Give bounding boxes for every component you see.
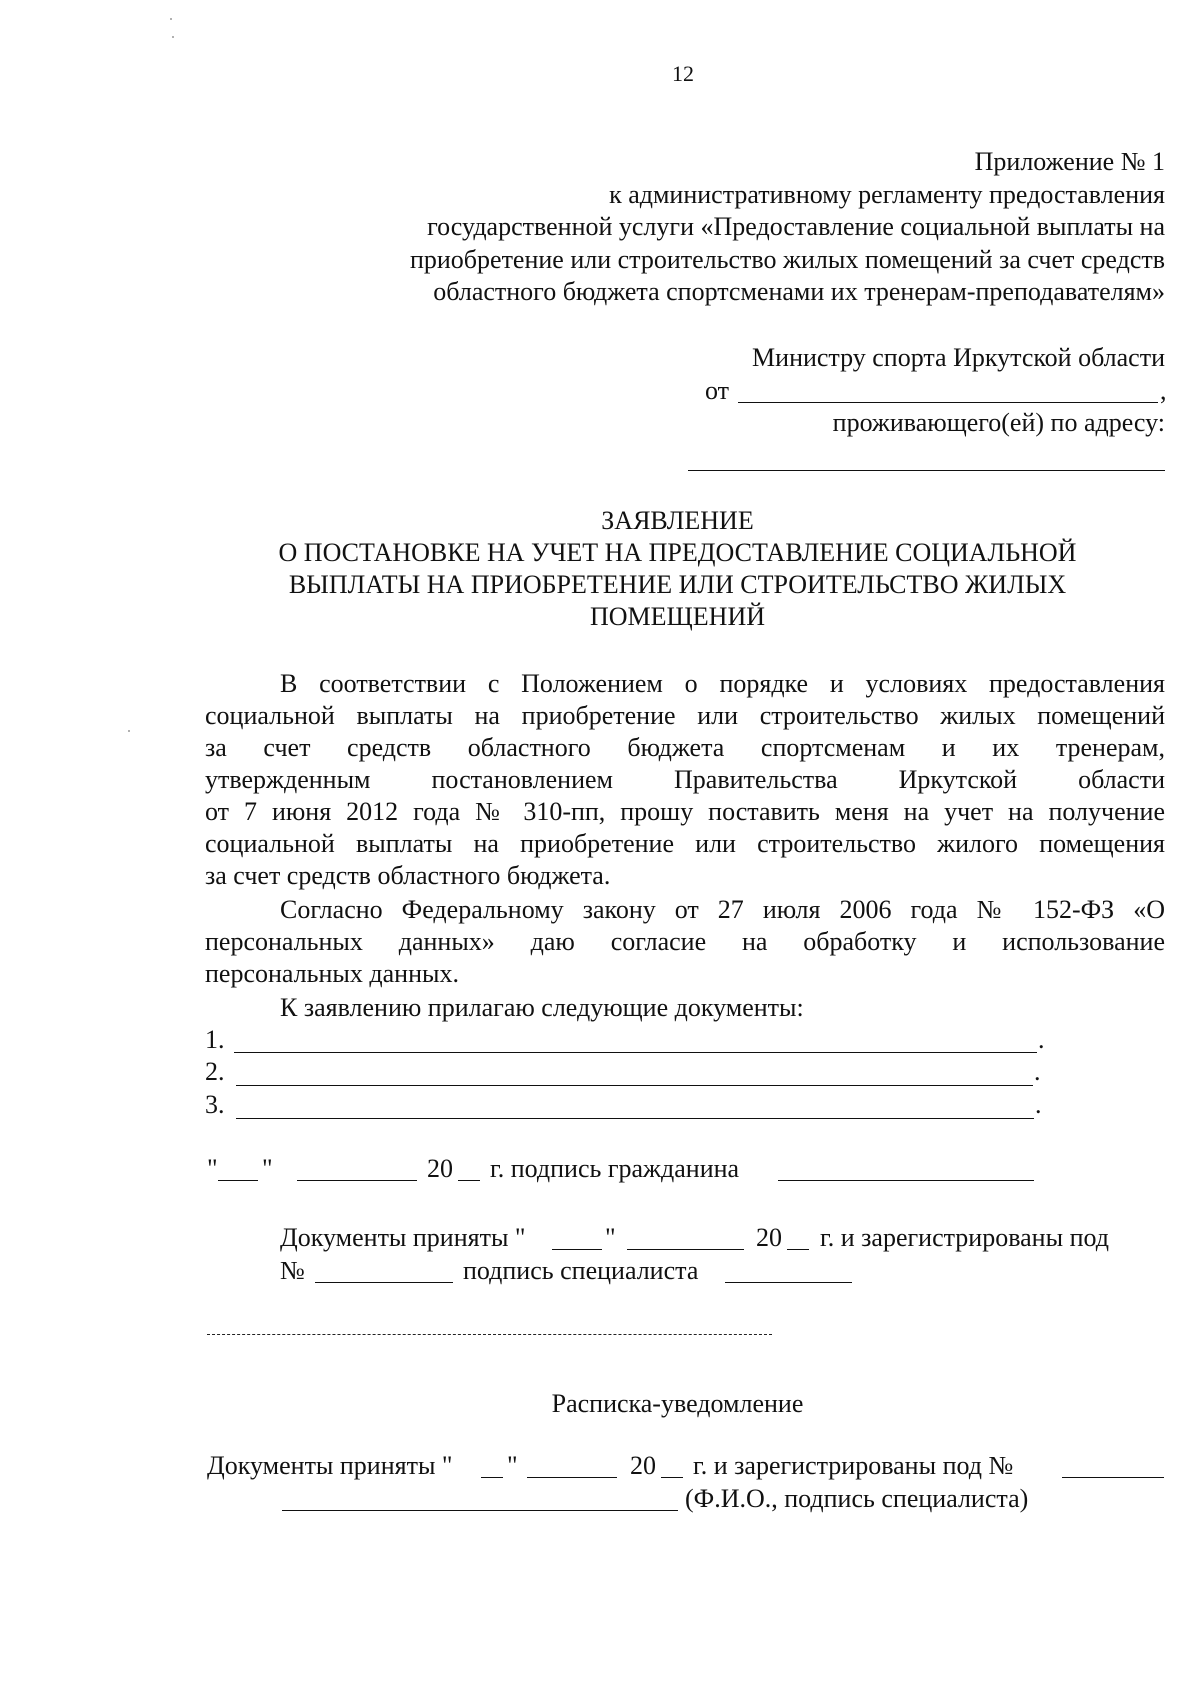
cut-line (207, 1334, 772, 1335)
receipt-month-line[interactable] (527, 1477, 617, 1478)
attachment-number: 2. (205, 1057, 225, 1086)
paragraph-line: утвержденным постановлением Правительства Иркутской области (205, 765, 1165, 794)
receipt-suffix: г. и зарегистрированы под № (693, 1451, 1014, 1480)
receipt-number-line[interactable] (1062, 1477, 1164, 1478)
appendix-line: приобретение или строительство жилых помещений за счет средств (409, 245, 1165, 274)
accepted-year-line[interactable] (787, 1249, 809, 1250)
receipt-year-line[interactable] (661, 1477, 683, 1478)
citizen-signature-line[interactable] (778, 1180, 1034, 1181)
year-line[interactable] (458, 1180, 480, 1181)
attachment-number: 1. (205, 1025, 225, 1054)
heading-line: ПОМЕЩЕНИЙ (590, 602, 765, 631)
appendix-line: к административному регламенту предоставления (609, 180, 1165, 209)
from-comma: , (1160, 376, 1167, 405)
citizen-signature-label: г. подпись гражданина (490, 1154, 740, 1183)
attachment-line[interactable] (234, 1052, 1037, 1053)
addressee-to: Министру спорта Иркутской области (752, 343, 1165, 372)
day-quote-open: " (207, 1154, 218, 1183)
appendix-title: Приложение № 1 (974, 147, 1165, 176)
attachment-period: . (1034, 1057, 1041, 1086)
from-label: от (705, 376, 730, 405)
receipt-prefix: Документы приняты " (207, 1451, 453, 1480)
receipt-title: Расписка-уведомление (551, 1389, 804, 1418)
receipt-fio-line[interactable] (282, 1510, 678, 1511)
accepted-month-line[interactable] (627, 1249, 744, 1250)
specialist-signature-label: подпись специалиста (463, 1256, 699, 1285)
registration-number-label: № (280, 1256, 305, 1285)
paragraph-line: персональных данных» даю согласие на обработку и использование (205, 927, 1165, 956)
scan-speck (128, 730, 130, 732)
receipt-fio-label: (Ф.И.О., подпись специалиста) (685, 1484, 1029, 1513)
heading-line: О ПОСТАНОВКЕ НА УЧЕТ НА ПРЕДОСТАВЛЕНИЕ СОЦИАЛЬНОЙ (278, 538, 1077, 567)
accepted-suffix: г. и зарегистрированы под (820, 1223, 1109, 1252)
from-name-line[interactable] (738, 402, 1158, 403)
specialist-signature-line[interactable] (725, 1282, 852, 1283)
receipt-quote-close: " (507, 1451, 518, 1480)
attachment-line[interactable] (236, 1085, 1033, 1086)
appendix-line: областного бюджета спортсменами их тренерам-преподавателям» (433, 277, 1165, 306)
paragraph-line: социальной выплаты на приобретение или строительство жилых помещений (205, 701, 1165, 730)
heading-title: ЗАЯВЛЕНИЕ (601, 506, 754, 535)
registration-number-line[interactable] (315, 1282, 453, 1283)
attachment-period: . (1038, 1025, 1045, 1054)
paragraph-line: персональных данных. (205, 959, 459, 988)
day-quote-close: " (262, 1154, 273, 1183)
receipt-day-line[interactable] (481, 1477, 503, 1478)
scan-speck (170, 18, 172, 20)
address-line[interactable] (688, 470, 1165, 471)
month-line[interactable] (297, 1180, 417, 1181)
attachments-intro: К заявлению прилагаю следующие документы: (280, 993, 804, 1022)
year-prefix: 20 (427, 1154, 453, 1183)
attachment-period: . (1035, 1090, 1042, 1119)
heading-line: ВЫПЛАТЫ НА ПРИОБРЕТЕНИЕ ИЛИ СТРОИТЕЛЬСТВО ЖИЛЫХ (288, 570, 1067, 599)
accepted-prefix: Документы приняты " (280, 1223, 526, 1252)
paragraph-line: за счет средств областного бюджета спортсменам и их тренерам, (205, 733, 1165, 762)
address-label: проживающего(ей) по адресу: (832, 408, 1165, 437)
attachment-number: 3. (205, 1090, 225, 1119)
accepted-year-prefix: 20 (756, 1223, 782, 1252)
day-line[interactable] (218, 1180, 258, 1181)
paragraph-line: за счет средств областного бюджета. (205, 861, 611, 890)
paragraph-line: социальной выплаты на приобретение или строительство жилого помещения (205, 829, 1165, 858)
accepted-day-line[interactable] (552, 1249, 602, 1250)
page-number: 12 (672, 61, 694, 86)
accepted-quote-close: " (605, 1223, 616, 1252)
receipt-year-prefix: 20 (630, 1451, 656, 1480)
paragraph-line: В соответствии с Положением о порядке и условиях предоставления (280, 669, 1165, 698)
paragraph-line: Согласно Федеральному закону от 27 июля 2006 года № 152-ФЗ «О (280, 895, 1165, 924)
appendix-line: государственной услуги «Предоставление социальной выплаты на (427, 212, 1165, 241)
scan-speck (172, 36, 174, 38)
paragraph-line: от 7 июня 2012 года № 310-пп, прошу поставить меня на учет на получение (205, 797, 1165, 826)
attachment-line[interactable] (236, 1118, 1034, 1119)
